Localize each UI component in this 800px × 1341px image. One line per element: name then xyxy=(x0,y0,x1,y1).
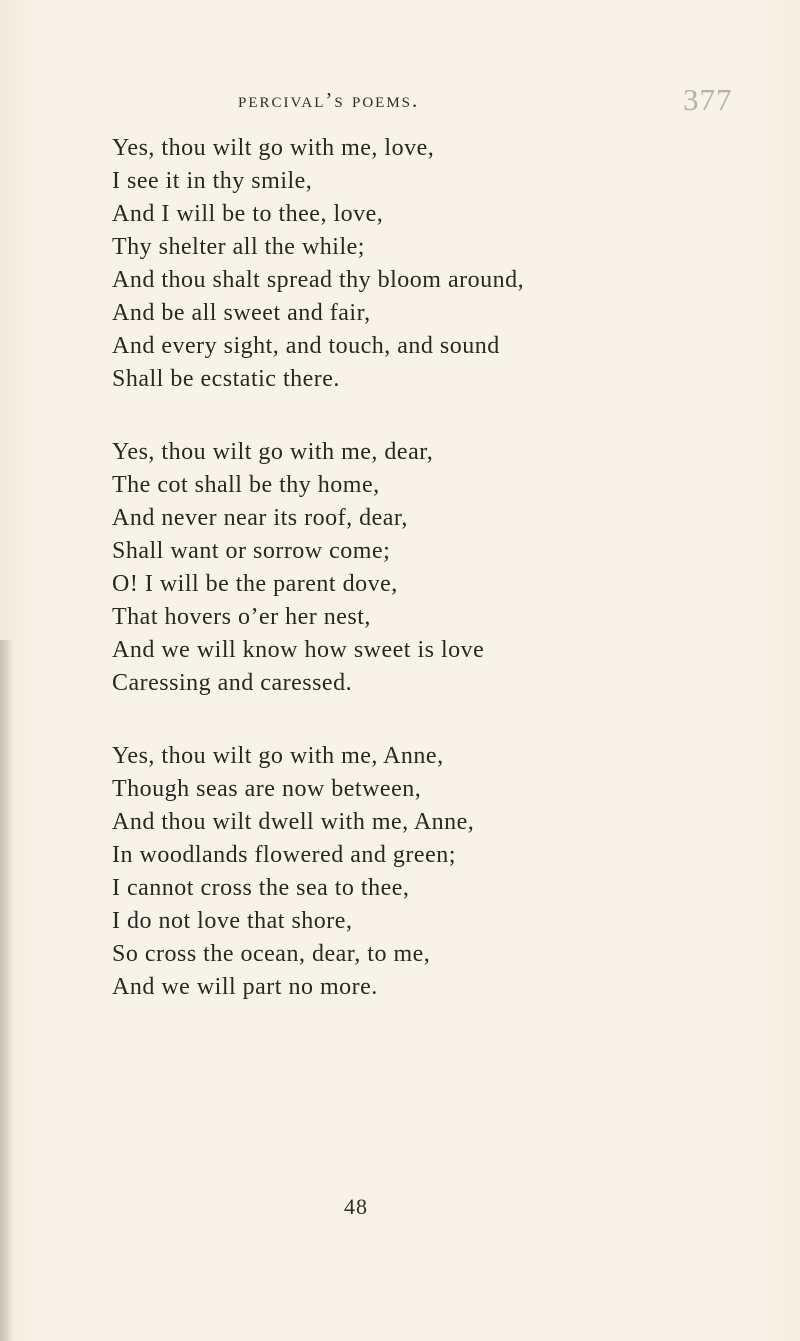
poem-line: In woodlands flowered and green; xyxy=(112,842,456,868)
poem-line: O! I will be the parent dove, xyxy=(112,571,398,597)
stanza-2 xyxy=(112,436,712,700)
poem-line: Shall want or sorrow come; xyxy=(112,538,391,564)
poem-line: The cot shall be thy home, xyxy=(112,472,380,498)
stanza-1 xyxy=(112,132,712,396)
poem-line: And never near its roof, dear, xyxy=(112,505,408,531)
poem-line: Caressing and caressed. xyxy=(112,670,353,696)
poem xyxy=(112,132,712,1044)
running-head: percival’s poems. xyxy=(238,88,420,112)
poem-line: And we will part no more. xyxy=(112,974,378,1000)
poem-line: And thou wilt dwell with me, Anne, xyxy=(112,809,475,835)
poem-line: I do not love that shore, xyxy=(112,908,353,934)
poem-line: I cannot cross the sea to thee, xyxy=(112,875,410,901)
poem-line: Thy shelter all the while; xyxy=(112,234,365,260)
page-number: 377 xyxy=(683,82,733,117)
gutter-shadow xyxy=(0,640,14,1341)
poem-line: And we will know how sweet is love xyxy=(112,637,485,663)
poem-line: Though seas are now between, xyxy=(112,776,422,802)
poem-line: Yes, thou wilt go with me, love, xyxy=(112,135,435,161)
stanza-3 xyxy=(112,740,712,1004)
poem-line: So cross the ocean, dear, to me, xyxy=(112,941,431,967)
poem-line: And every sight, and touch, and sound xyxy=(112,333,500,359)
poem-line: That hovers o’er her nest, xyxy=(112,604,371,630)
poem-line: Yes, thou wilt go with me, Anne, xyxy=(112,743,444,769)
poem-line: I see it in thy smile, xyxy=(112,168,313,194)
poem-line: Yes, thou wilt go with me, dear, xyxy=(112,439,434,465)
poem-line: And thou shalt spread thy bloom around, xyxy=(112,267,525,293)
poem-line: Shall be ecstatic there. xyxy=(112,366,340,392)
poem-line: And I will be to thee, love, xyxy=(112,201,384,227)
poem-line: And be all sweet and fair, xyxy=(112,300,371,326)
signature-mark: 48 xyxy=(344,1194,368,1219)
